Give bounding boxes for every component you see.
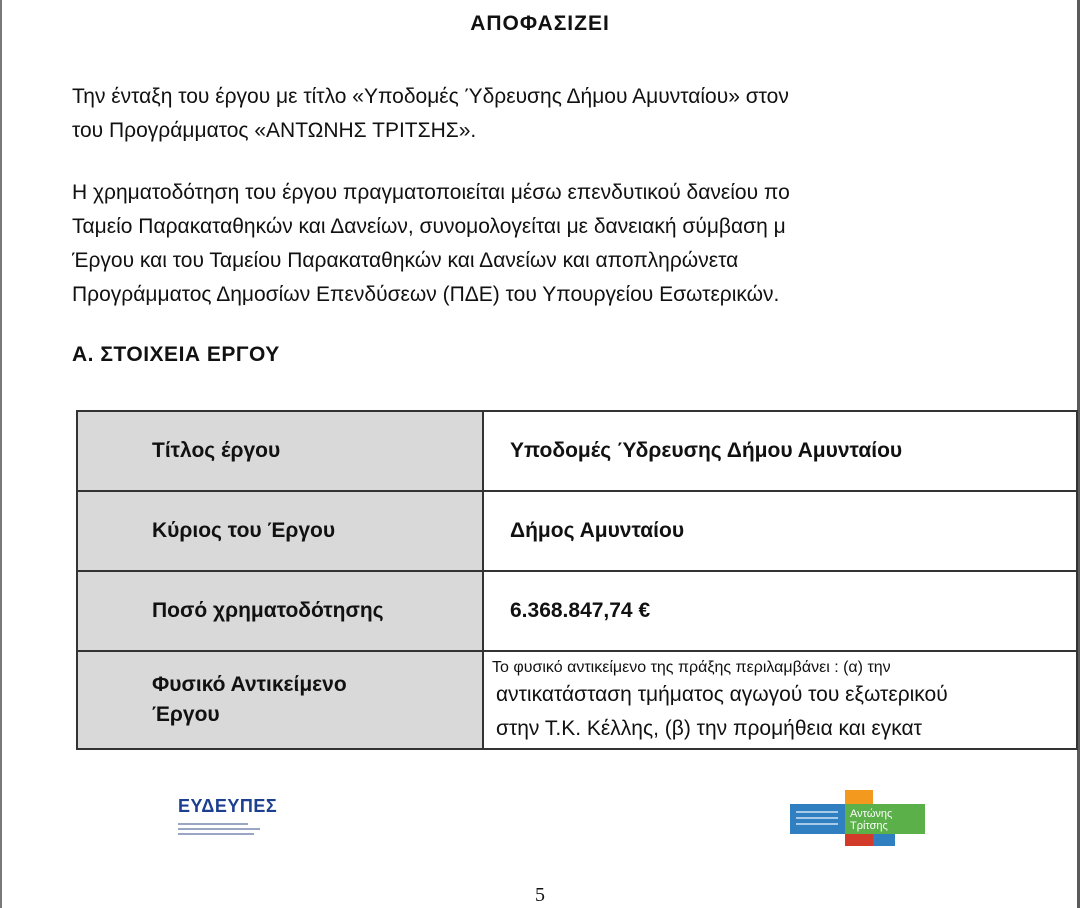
page-edge-left xyxy=(0,0,2,908)
logo-text-line1: Αντώνης xyxy=(850,808,893,820)
row-label: Τίτλος έργου xyxy=(77,411,483,491)
row-description xyxy=(483,651,1077,749)
row-label-line: Φυσικό Αντικείμενο xyxy=(152,673,347,696)
paragraph-line: Την ένταξη του έργου με τίτλο «Υποδομές Ύδρευσης Δήμου Αμυνταίου» στον xyxy=(72,85,789,108)
description-line: αντικατάσταση τμήματος αγωγού του εξωτερικού xyxy=(496,683,948,706)
row-value: 6.368.847,74 € xyxy=(483,571,1077,651)
logo-blue-block xyxy=(790,804,845,834)
logo-fineprint xyxy=(178,823,288,835)
table-row xyxy=(77,491,1077,571)
row-value: Δήμος Αμυνταίου xyxy=(483,491,1077,571)
paragraph-line: Προγράμματος Δημοσίων Επενδύσεων (ΠΔΕ) του Υπουργείου Εσωτερικών. xyxy=(72,283,780,306)
paragraph-line: Έργου και του Ταμείου Παρακαταθηκών και Δανείων και αποπληρώνετα xyxy=(72,249,739,272)
paragraph-line: Η χρηματοδότηση του έργου πραγματοποιείται μέσω επενδυτικού δανείου πο xyxy=(72,181,790,204)
eydeypes-wordmark: ΕΥΔΕΥΠΕΣ xyxy=(178,796,278,816)
row-label-multiline xyxy=(77,651,483,749)
row-label: Κύριος του Έργου xyxy=(77,491,483,571)
logo-blue-small-block xyxy=(873,834,895,846)
row-label-line: Έργου xyxy=(152,703,220,726)
page-number: 5 xyxy=(535,884,545,906)
paragraph-financing xyxy=(72,176,1072,312)
table-row xyxy=(77,571,1077,651)
paragraph-line: του Προγράμματος «ΑΝΤΩΝΗΣ ΤΡΙΤΣΗΣ». xyxy=(72,119,477,142)
logo-orange-block xyxy=(845,790,873,804)
row-label: Ποσό χρηματοδότησης xyxy=(77,571,483,651)
eydeypes-logo xyxy=(178,796,288,846)
paragraph-inclusion xyxy=(72,80,1072,148)
antonis-tritsis-logo xyxy=(790,790,940,850)
table-row xyxy=(77,651,1077,749)
project-info-table xyxy=(76,410,1078,750)
table-row xyxy=(77,411,1077,491)
row-value: Υποδομές Ύδρευσης Δήμου Αμυνταίου xyxy=(483,411,1077,491)
paragraph-line: Ταμείο Παρακαταθηκών και Δανείων, συνομολογείται με δανειακή σύμβαση μ xyxy=(72,215,786,238)
description-intro: Το φυσικό αντικείμενο της πράξης περιλαμβάνει : (α) την xyxy=(492,659,891,676)
document-heading: ΑΠΟΦΑΣΙΖΕΙ xyxy=(470,12,610,35)
logo-text-line2: Τρίτσης xyxy=(850,820,888,832)
description-line: στην Τ.Κ. Κέλλης, (β) την προμήθεια και εγκατ xyxy=(496,717,922,740)
logo-red-block xyxy=(845,834,873,846)
section-title: Α. ΣΤΟΙΧΕΙΑ ΕΡΓΟΥ xyxy=(72,343,280,366)
